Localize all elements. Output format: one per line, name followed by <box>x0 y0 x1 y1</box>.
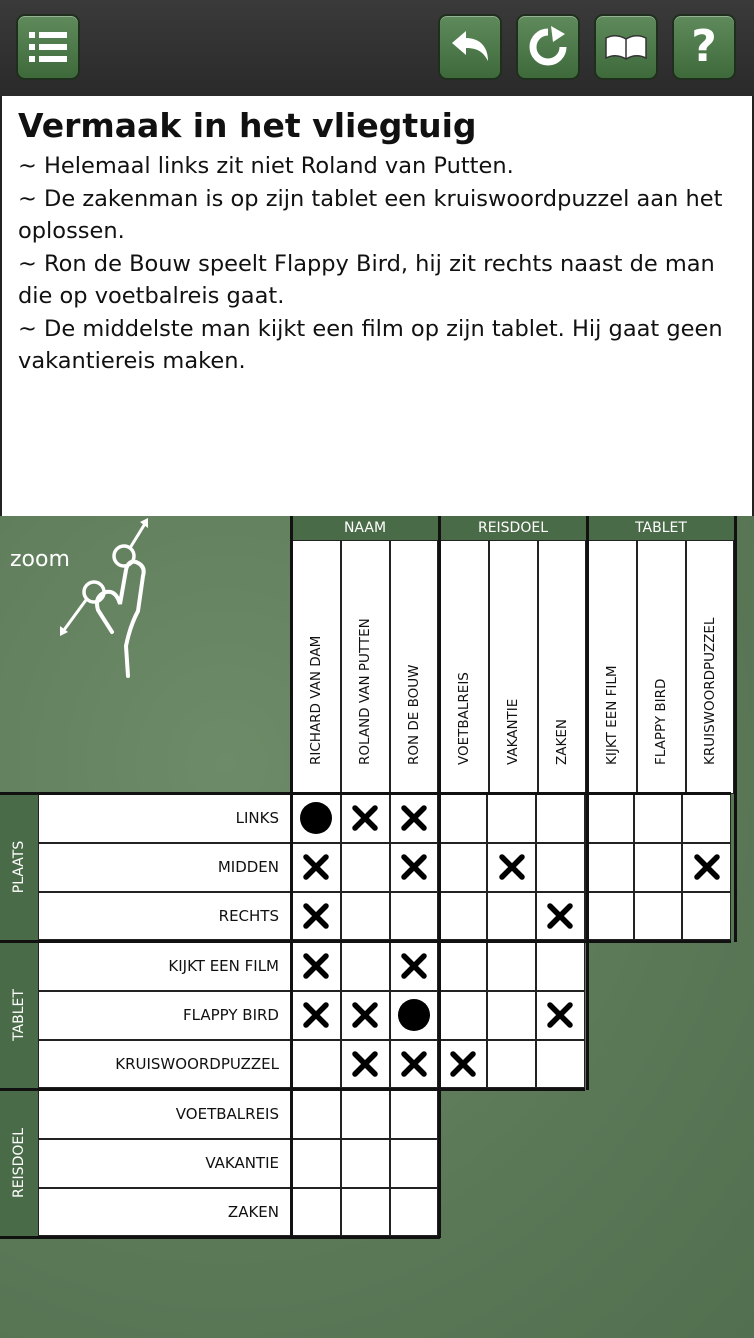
row-label: KIJKT EEN FILM <box>38 942 292 991</box>
grid-cell[interactable] <box>634 892 683 941</box>
undo-icon <box>448 27 492 67</box>
column-header-label: KIJKT EEN FILM <box>604 665 621 765</box>
grid-cell[interactable] <box>487 892 536 941</box>
dot-mark-icon <box>299 801 333 835</box>
grid-divider <box>586 516 589 1090</box>
clue-4: ~ De middelste man kijkt een film op zijn tablet. Hij gaat geen vakantiereis maken. <box>18 315 723 374</box>
grid-cell[interactable] <box>341 942 390 991</box>
grid-divider <box>290 516 293 1238</box>
grid-cell[interactable] <box>536 843 585 892</box>
grid-cell[interactable] <box>536 991 585 1040</box>
grid-cell[interactable] <box>682 794 731 843</box>
grid-cell[interactable] <box>487 942 536 991</box>
grid-cell[interactable] <box>634 843 683 892</box>
grid-cell[interactable] <box>292 1139 341 1188</box>
grid-cell[interactable] <box>390 942 439 991</box>
cross-mark-icon <box>546 1001 574 1029</box>
rules-button[interactable] <box>594 14 658 80</box>
top-toolbar <box>0 0 754 96</box>
grid-cell[interactable] <box>341 892 390 941</box>
column-header <box>637 540 686 794</box>
grid-cell[interactable] <box>536 942 585 991</box>
row-label: MIDDEN <box>38 843 292 892</box>
grid-cell[interactable] <box>341 794 390 843</box>
row-label: ZAKEN <box>38 1188 292 1237</box>
cross-mark-icon <box>302 952 330 980</box>
grid-cell[interactable] <box>438 843 487 892</box>
grid-cell[interactable] <box>438 794 487 843</box>
dot-mark-icon <box>397 998 431 1032</box>
grid-cell[interactable] <box>292 843 341 892</box>
row-label: FLAPPY BIRD <box>38 991 292 1040</box>
grid-cell[interactable] <box>536 892 585 941</box>
grid-cell[interactable] <box>292 1090 341 1139</box>
grid-cell[interactable] <box>390 1040 439 1089</box>
column-header-label: RON DE BOUW <box>405 664 422 765</box>
grid-divider <box>438 516 441 1238</box>
grid-cell[interactable] <box>292 991 341 1040</box>
cross-mark-icon <box>351 1001 379 1029</box>
restart-button[interactable] <box>516 14 580 80</box>
grid-cell[interactable] <box>438 991 487 1040</box>
menu-button[interactable] <box>16 14 80 80</box>
column-header <box>538 540 587 794</box>
column-header <box>489 540 538 794</box>
side-category-label: REISDOEL <box>11 1127 27 1199</box>
grid-divider <box>0 940 731 943</box>
grid-cell[interactable] <box>292 1040 341 1089</box>
puzzle-title: Vermaak in het vliegtuig <box>18 106 477 145</box>
cross-mark-icon <box>400 853 428 881</box>
grid-cell[interactable] <box>536 794 585 843</box>
help-icon: ? <box>691 21 717 72</box>
column-header-label: KRUISWOORDPUZZEL <box>701 617 718 765</box>
cross-mark-icon <box>546 902 574 930</box>
logic-grid-board[interactable] <box>0 516 754 1338</box>
grid-cell[interactable] <box>390 794 439 843</box>
grid-cell[interactable] <box>341 991 390 1040</box>
grid-cell[interactable] <box>292 794 341 843</box>
pinch-zoom-icon <box>8 516 188 696</box>
clue-panel <box>0 96 754 516</box>
clue-1: ~ Helemaal links zit niet Roland van Putten. <box>18 153 514 179</box>
grid-cell[interactable] <box>487 794 536 843</box>
column-header-label: RICHARD VAN DAM <box>308 635 325 765</box>
row-label: KRUISWOORDPUZZEL <box>38 1040 292 1089</box>
cross-mark-icon <box>351 804 379 832</box>
help-button[interactable] <box>672 14 736 80</box>
side-category-label: TABLET <box>11 989 27 1041</box>
cross-mark-icon <box>351 1050 379 1078</box>
column-header <box>588 540 637 794</box>
grid-cell[interactable] <box>390 1090 439 1139</box>
column-header-label: VAKANTIE <box>505 698 522 765</box>
cross-mark-icon <box>449 1050 477 1078</box>
column-header <box>341 540 390 794</box>
grid-cell[interactable] <box>341 1188 390 1237</box>
grid-cell[interactable] <box>487 1040 536 1089</box>
side-category-header <box>0 1090 38 1236</box>
zoom-label: zoom <box>10 547 70 572</box>
grid-cell[interactable] <box>390 991 439 1040</box>
column-header <box>292 540 341 794</box>
grid-cell[interactable] <box>341 1090 390 1139</box>
top-category-header: REISDOEL <box>440 516 586 540</box>
cross-mark-icon <box>400 952 428 980</box>
grid-cell[interactable] <box>390 843 439 892</box>
cross-mark-icon <box>400 804 428 832</box>
column-header-label: ROLAND VAN PUTTEN <box>357 618 374 765</box>
top-category-header: TABLET <box>588 516 734 540</box>
list-icon <box>27 29 69 65</box>
side-category-header <box>0 794 38 940</box>
row-label: RECHTS <box>38 892 292 941</box>
undo-button[interactable] <box>438 14 502 80</box>
column-header-label: ZAKEN <box>553 719 570 765</box>
grid-divider <box>0 1236 440 1239</box>
grid-cell[interactable] <box>292 892 341 941</box>
side-category-header <box>0 942 38 1088</box>
grid-cell[interactable] <box>487 843 536 892</box>
grid-divider <box>0 792 731 795</box>
cross-mark-icon <box>693 853 721 881</box>
clue-3: ~ Ron de Bouw speelt Flappy Bird, hij zit rechts naast de man die op voetbalreis gaat. <box>18 250 715 309</box>
grid-cell[interactable] <box>682 843 731 892</box>
grid-cell[interactable] <box>634 794 683 843</box>
grid-cell[interactable] <box>390 1188 439 1237</box>
grid-cell[interactable] <box>585 843 634 892</box>
cross-mark-icon <box>400 1050 428 1078</box>
grid-cell[interactable] <box>390 1139 439 1188</box>
cross-mark-icon <box>302 1001 330 1029</box>
grid-cell[interactable] <box>292 942 341 991</box>
column-header-label: FLAPPY BIRD <box>653 678 670 765</box>
grid-cell[interactable] <box>341 843 390 892</box>
refresh-icon <box>527 26 569 68</box>
column-header <box>686 540 735 794</box>
grid-cell[interactable] <box>585 794 634 843</box>
book-icon <box>602 30 650 64</box>
cross-mark-icon <box>498 853 526 881</box>
grid-cell[interactable] <box>390 892 439 941</box>
grid-cell[interactable] <box>682 892 731 941</box>
grid-cell[interactable] <box>536 1040 585 1089</box>
cross-mark-icon <box>302 902 330 930</box>
grid-cell[interactable] <box>438 1040 487 1089</box>
grid-cell[interactable] <box>585 892 634 941</box>
grid-cell[interactable] <box>341 1040 390 1089</box>
grid-divider <box>734 516 737 942</box>
grid-cell[interactable] <box>438 942 487 991</box>
top-category-header: NAAM <box>292 516 438 540</box>
column-header-label: VOETBALREIS <box>456 672 473 765</box>
grid-cell[interactable] <box>292 1188 341 1237</box>
row-label: VOETBALREIS <box>38 1090 292 1139</box>
grid-cell[interactable] <box>438 892 487 941</box>
grid-cell[interactable] <box>341 1139 390 1188</box>
column-header <box>440 540 489 794</box>
row-label: VAKANTIE <box>38 1139 292 1188</box>
cross-mark-icon <box>302 853 330 881</box>
grid-cell[interactable] <box>487 991 536 1040</box>
row-label: LINKS <box>38 794 292 843</box>
column-header <box>390 540 439 794</box>
side-category-label: PLAATS <box>11 840 27 894</box>
clue-2: ~ De zakenman is op zijn tablet een kruiswoordpuzzel aan het oplossen. <box>18 185 723 244</box>
